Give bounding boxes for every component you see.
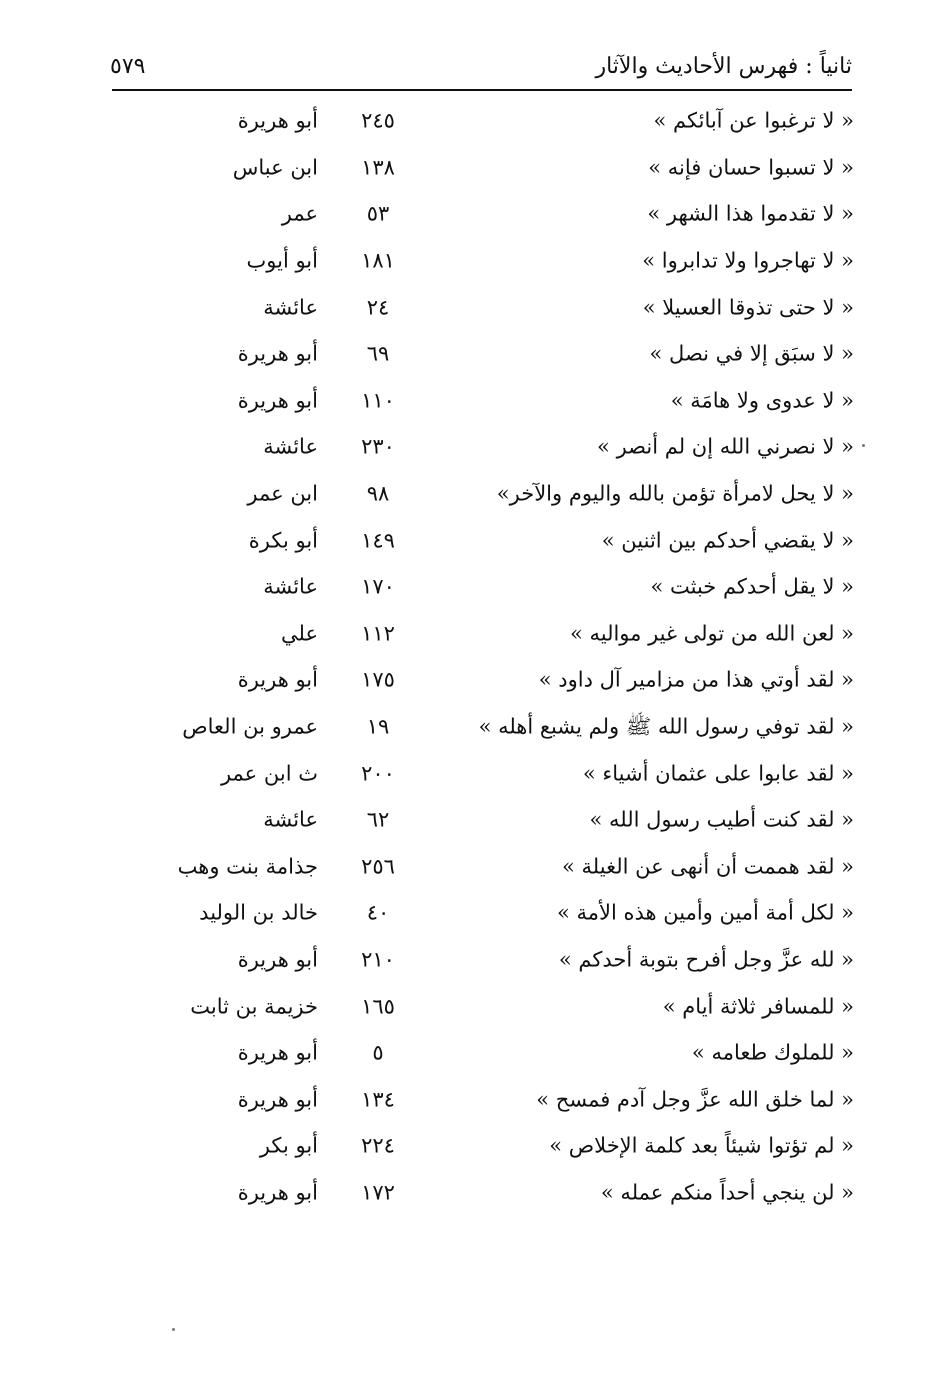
page-reference: ٤٠ (366, 900, 390, 925)
index-entry (100, 98, 856, 145)
narrator: علي (281, 621, 318, 646)
index-entry (100, 145, 856, 192)
page-reference: ٢٣٠ (361, 434, 395, 459)
index-entry (100, 797, 856, 844)
hadith-text: « لكل أمة أمين وأمين هذه الأمة » (556, 900, 854, 925)
index-entry (100, 611, 856, 658)
narrator: جذامة بنت وهب (177, 854, 318, 879)
narrator: عائشة (263, 574, 318, 599)
page-reference: ١٨١ (361, 248, 395, 273)
header-title: ثانياً : فهرس الأحاديث والآثار (595, 54, 852, 79)
hadith-text: « لقد أوتي هذا من مزامير آل داود » (538, 667, 854, 692)
hadith-text: « لم تؤتوا شيئاً بعد كلمة الإخلاص » (549, 1133, 854, 1158)
scan-speck (172, 1328, 175, 1331)
page-reference: ١٣٨ (361, 155, 395, 180)
index-entry (100, 471, 856, 518)
page-reference: ٢٤٥ (361, 108, 395, 133)
index-entry (100, 1030, 856, 1077)
scan-speck (862, 444, 865, 447)
narrator: ابن عمر (247, 481, 318, 506)
narrator: أبو هريرة (237, 1180, 318, 1205)
index-entry (100, 1123, 856, 1170)
hadith-text: « لا تقدموا هذا الشهر » (647, 201, 854, 226)
hadith-text: « لا ترغبوا عن آبائكم » (653, 108, 854, 133)
narrator: أبو هريرة (237, 341, 318, 366)
index-entry (100, 937, 856, 984)
hadith-text: « لقد عابوا على عثمان أشياء » (582, 761, 854, 786)
page-reference: ١٧٥ (361, 667, 395, 692)
page-reference: ٢١٠ (361, 947, 395, 972)
page-reference: ٥٣ (366, 201, 390, 226)
hadith-text: « لن ينجي أحداً منكم عمله » (600, 1180, 854, 1205)
page-reference: ١٣٤ (361, 1087, 395, 1112)
hadith-text: « لما خلق الله عزَّ وجل آدم فمسح » (536, 1087, 854, 1112)
page-reference: ١٩ (366, 714, 390, 739)
index-entry (100, 1076, 856, 1123)
hadith-text: « لقد توفي رسول الله ﷺ ولم يشبع أهله » (478, 714, 854, 739)
narrator: عائشة (263, 807, 318, 832)
header-rule (112, 89, 852, 91)
page-reference: ٢٥٦ (361, 854, 395, 879)
page-reference: ٦٢ (366, 807, 390, 832)
narrator: خزيمة بن ثابت (190, 994, 318, 1019)
index-entry (100, 331, 856, 378)
page-reference: ٢٠٠ (361, 761, 395, 786)
narrator: أبو أيوب (246, 248, 318, 273)
index-entry (100, 657, 856, 704)
narrator: أبو هريرة (237, 1040, 318, 1065)
hadith-text: « لعن الله من تولى غير مواليه » (569, 621, 854, 646)
hadith-text: « لا حتى تذوقا العسيلا » (642, 295, 854, 320)
hadith-text: « لقد كنت أطيب رسول الله » (589, 807, 854, 832)
page-reference: ٥ (372, 1040, 384, 1065)
narrator: أبو هريرة (237, 388, 318, 413)
index-entry (100, 284, 856, 331)
index-entry (100, 983, 856, 1030)
narrator: أبو بكر (259, 1133, 318, 1158)
narrator: أبو هريرة (237, 947, 318, 972)
narrator: ث ابن عمر (220, 761, 318, 786)
hadith-text: « لا سبَق إلا في نصل » (649, 341, 854, 366)
narrator: أبو هريرة (237, 108, 318, 133)
index-entry (100, 378, 856, 425)
running-header (110, 48, 852, 90)
index-entry (100, 564, 856, 611)
narrator: عمر (281, 201, 318, 226)
hadith-text: « لا يقضي أحدكم بين اثنين » (601, 528, 854, 553)
narrator: عائشة (263, 434, 318, 459)
narrator: أبو هريرة (237, 1087, 318, 1112)
index-entry (100, 844, 856, 891)
hadith-text: « لا يحل لامرأة تؤمن بالله واليوم والآخر» (496, 481, 854, 506)
hadith-text: « لا تهاجروا ولا تدابروا » (642, 248, 854, 273)
narrator: أبو بكرة (248, 528, 318, 553)
page-reference: ١٧٢ (361, 1180, 395, 1205)
index-entry (100, 890, 856, 937)
page-reference: ١١٠ (361, 388, 395, 413)
page-reference: ١١٢ (361, 621, 395, 646)
hadith-text: « لا عدوى ولا هامَة » (670, 388, 854, 413)
page-reference: ١٦٥ (361, 994, 395, 1019)
hadith-text: « لا تسبوا حسان فإنه » (648, 155, 854, 180)
index-entry (100, 238, 856, 285)
hadith-index-list (100, 98, 856, 1216)
hadith-text: « لا يقل أحدكم خبثت » (650, 574, 854, 599)
page-number: ٥٧٩ (110, 54, 146, 79)
index-entry (100, 517, 856, 564)
hadith-text: « لقد هممت أن أنهى عن الغيلة » (562, 854, 854, 879)
index-entry (100, 191, 856, 238)
index-entry (100, 1170, 856, 1217)
hadith-text: « للمسافر ثلاثة أيام » (662, 994, 854, 1019)
narrator: عائشة (263, 295, 318, 320)
page-reference: ١٧٠ (361, 574, 395, 599)
index-entry (100, 750, 856, 797)
page-reference: ٩٨ (366, 481, 390, 506)
page-reference: ٢٢٤ (361, 1133, 395, 1158)
hadith-text: « لله عزَّ وجل أفرح بتوبة أحدكم » (558, 947, 854, 972)
narrator: عمرو بن العاص (182, 714, 318, 739)
index-entry (100, 704, 856, 751)
page-reference: ٢٤ (366, 295, 390, 320)
index-entry (100, 424, 856, 471)
page-reference: ١٤٩ (361, 528, 395, 553)
narrator: أبو هريرة (237, 667, 318, 692)
narrator: خالد بن الوليد (199, 900, 318, 925)
hadith-text: « للملوك طعامه » (691, 1040, 854, 1065)
narrator: ابن عباس (232, 155, 318, 180)
page-reference: ٦٩ (366, 341, 390, 366)
hadith-text: « لا نصرني الله إن لم أنصر » (597, 434, 854, 459)
